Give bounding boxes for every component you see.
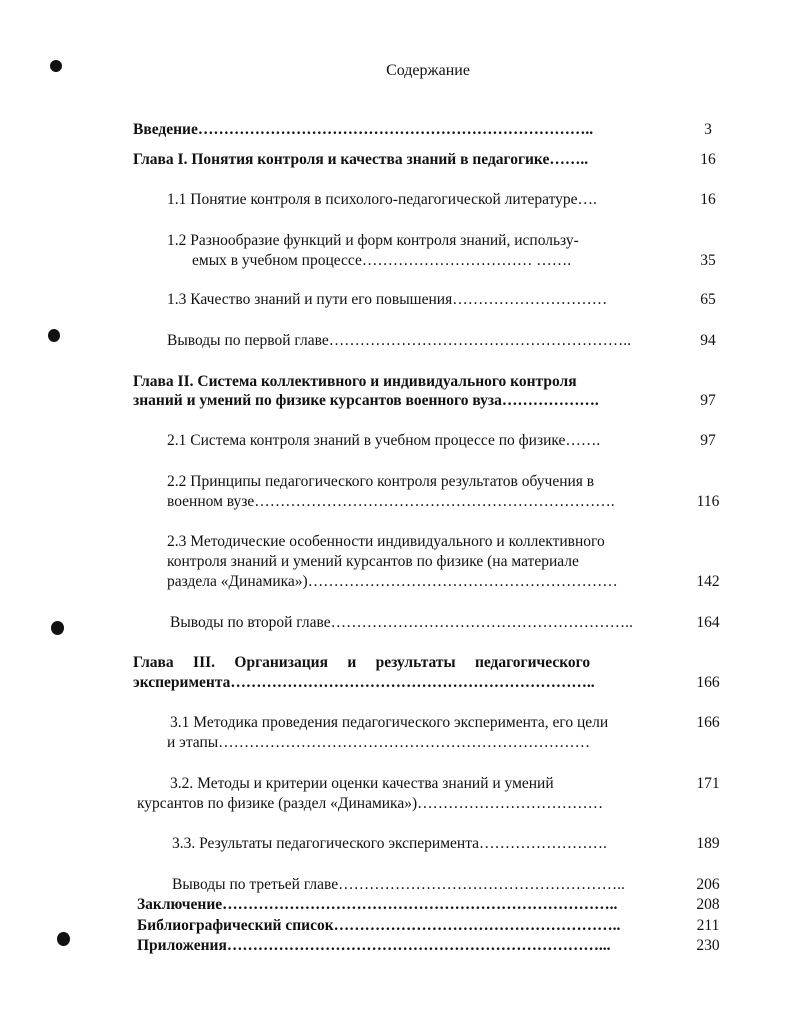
toc-entry-section-2-3-cont: контроля знаний и умений курсантов по физике (на материале [167, 553, 579, 570]
page-number: 230 [696, 937, 720, 954]
toc-entry-section-3-1-cont: и этапы……………………………………………………………… [167, 734, 591, 751]
page-number: 206 [696, 876, 720, 893]
page-number: 3 [704, 121, 712, 138]
binding-hole-mark [51, 621, 64, 635]
toc-entry-section-1-3: 1.3 Качество знаний и пути его повышения………………………… [167, 291, 608, 308]
toc-entry-section-1-1: 1.1 Понятие контроля в психолого-педагогической литературе…. [167, 191, 597, 208]
page-number: 16 [700, 191, 716, 208]
page-number: 189 [696, 835, 720, 852]
toc-entry-chapter-1: Глава I. Понятия контроля и качества знаний в педагогике…….. [133, 151, 589, 168]
page-number: 97 [700, 432, 716, 449]
page-number: 35 [700, 252, 716, 269]
toc-entry-section-3-1: 3.1 Методика проведения педагогического эксперимента, его цели [170, 714, 609, 731]
toc-entry-section-2-2-cont: военном вузе……………………………………………………………. [167, 493, 615, 510]
page-number: 171 [696, 775, 720, 792]
toc-entry-section-2-1: 2.1 Система контроля знаний в учебном процессе по физике……. [167, 432, 601, 449]
toc-entry-section-3-2-cont: курсантов по физике (раздел «Динамика»)……………………………… [137, 795, 604, 812]
toc-entry-section-3-3: 3.3. Результаты педагогического эксперимента……………………. [172, 835, 607, 852]
toc-entry-section-2-3-cont: раздела «Динамика»)…………………………………………………… [167, 573, 618, 590]
page-number: 208 [696, 896, 720, 913]
page-number: 65 [700, 291, 716, 308]
page-number: 94 [700, 332, 716, 349]
toc-entry-chapter-3-cont: эксперимента…………………………………………………………….. [133, 674, 595, 691]
toc-entry-introduction: Введение………………………………………………………………….. [133, 121, 594, 138]
page-number: 164 [696, 614, 720, 631]
page-number: 16 [700, 151, 716, 168]
toc-entry-chapter-3: Глава III. Организация и результаты педагогического [133, 654, 591, 671]
toc-entry-bibliography: Библиографический список……………………………………………….. [137, 917, 621, 934]
toc-entry-conclusions-2: Выводы по второй главе………………………………………………….. [170, 614, 633, 631]
toc-entry-appendices: Приложения………………………………………………………………... [137, 937, 611, 954]
page-number: 116 [696, 493, 720, 510]
toc-entry-section-1-2: 1.2 Разнообразие функций и форм контроля знаний, использу- [167, 232, 579, 249]
toc-entry-conclusions-1: Выводы по первой главе………………………………………………….. [167, 332, 631, 349]
toc-entry-section-3-2: 3.2. Методы и критерии оценки качества знаний и умений [170, 775, 554, 792]
toc-entry-conclusions-3: Выводы по третьей главе……………………………………………….. [172, 876, 625, 893]
page-number: 97 [700, 392, 716, 409]
page-number: 166 [696, 714, 720, 731]
toc-entry-conclusion: Заключение………………………………………………………………….. [137, 896, 618, 913]
page-title: Содержание [386, 62, 470, 79]
page-number: 142 [696, 573, 720, 590]
page-number: 166 [696, 674, 720, 691]
toc-entry-section-1-2-cont: емых в учебном процессе…………………………… ……. [192, 252, 572, 269]
page-number: 211 [696, 917, 720, 934]
toc-entry-chapter-2-cont: знаний и умений по физике курсантов военного вуза………………. [133, 392, 599, 409]
toc-entry-section-2-3: 2.3 Методические особенности индивидуального и коллективного [167, 533, 605, 550]
toc-entry-chapter-2: Глава II. Система коллективного и индивидуального контроля [133, 373, 577, 390]
binding-hole-mark [48, 329, 60, 342]
binding-hole-mark [57, 932, 70, 946]
binding-hole-mark [50, 60, 62, 72]
toc-entry-section-2-2: 2.2 Принципы педагогического контроля результатов обучения в [167, 473, 595, 490]
